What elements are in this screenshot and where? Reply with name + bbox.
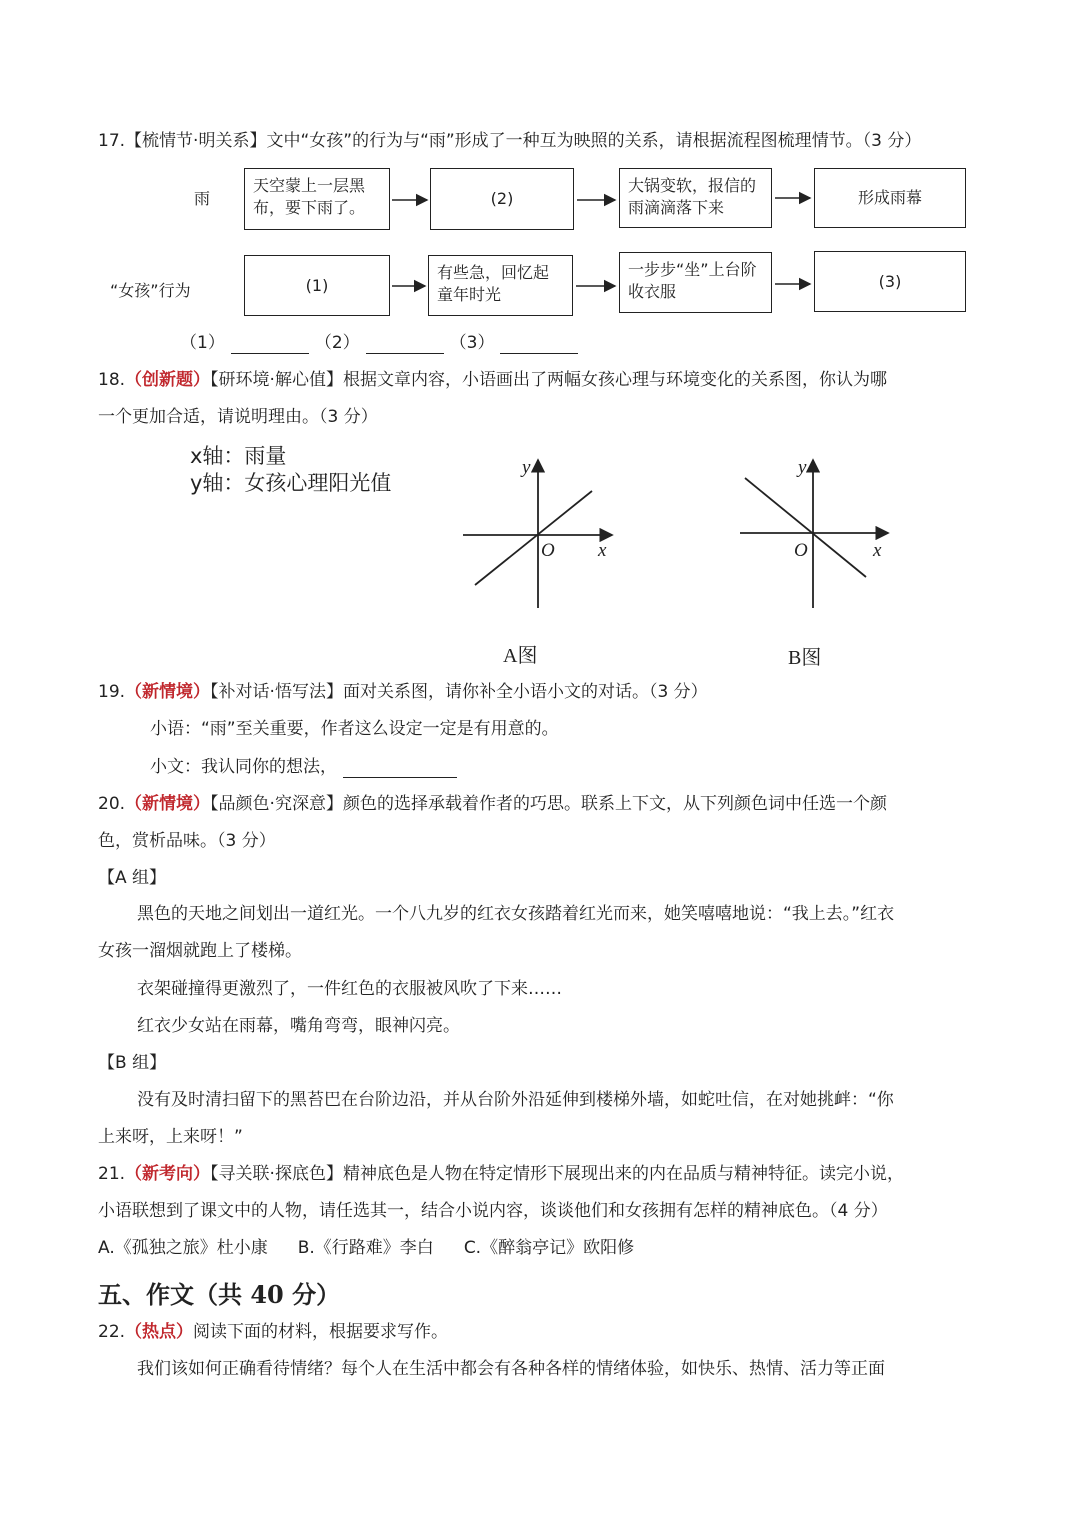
- q-text: 文中“女孩”的行为与“雨”形成了一种互为映照的关系，请根据流程图梳理情节。（3 分）: [266, 131, 922, 151]
- q-text: 根据文章内容，小语画出了两幅女孩心理与环境变化的关系图，你认为哪: [342, 370, 887, 390]
- dialog-line: [150, 756, 463, 778]
- q-badge: （新考向）: [125, 1164, 211, 1184]
- row-label-girl: “女孩”行为: [110, 281, 191, 300]
- option-a: A.《孤独之旅》杜小康: [98, 1238, 268, 1258]
- q19-stem: [98, 681, 708, 703]
- q-number: 18.: [98, 370, 126, 390]
- q18-stem: [98, 369, 887, 391]
- answer-blank[interactable]: [231, 337, 309, 354]
- answer-blank[interactable]: [343, 761, 457, 778]
- q-tag: 【研环境·解心值】: [210, 370, 343, 390]
- graph-a-y-label: y: [522, 457, 531, 478]
- q21-options: [98, 1237, 634, 1259]
- answer-blank[interactable]: [366, 337, 444, 354]
- group-a-text: 衣架碰撞得更激烈了，一件红色的衣服被风吹了下来……: [137, 979, 562, 999]
- q18-line2: 一个更加合适，请说明理由。（3 分）: [98, 407, 378, 427]
- q20-stem: [98, 793, 887, 815]
- group-a-text: 黑色的天地之间划出一道红光。一个八九岁的红衣女孩踏着红光而来，她笑嘻嘻地说：“我上去。”红衣: [137, 904, 895, 924]
- blank-label: （3）: [449, 333, 495, 353]
- q21-line2: 小语联想到了课文中的人物，请任选其一，结合小说内容，谈谈他们和女孩拥有怎样的精神底色。（4 分）: [98, 1201, 888, 1221]
- q-text: 面对关系图，请你补全小语小文的对话。（3 分）: [342, 682, 708, 702]
- group-b-text: 上来呀，上来呀！”: [98, 1127, 243, 1147]
- q-number: 19.: [98, 682, 126, 702]
- q-badge: （新情境）: [125, 682, 211, 702]
- graph-b-y-label: y: [798, 457, 807, 478]
- flow-box: (2): [430, 168, 574, 230]
- q-badge: （热点）: [125, 1322, 194, 1342]
- q22-material: 我们该如何正确看待情绪？每个人在生活中都会有各种各样的情绪体验，如快乐、热情、活力等正面: [137, 1359, 885, 1379]
- flow-arrows: [392, 198, 810, 286]
- graph-a: [463, 460, 612, 608]
- q-text: 阅读下面的材料，根据要求写作。: [193, 1322, 449, 1342]
- y-axis-legend: y轴：女孩心理阳光值: [190, 471, 392, 495]
- flow-box: 一步步“坐”上台阶收衣服: [619, 252, 772, 313]
- q-number: 22.: [98, 1322, 126, 1342]
- group-b-text: 没有及时清扫留下的黑苔巴在台阶边沿，并从台阶外沿延伸到楼梯外墙，如蛇吐信，在对她挑衅：“你: [137, 1090, 894, 1110]
- x-axis-legend: x轴：雨量: [190, 444, 287, 468]
- group-a-text: 女孩一溜烟就跑上了楼梯。: [98, 941, 302, 961]
- blank-label: （2）: [314, 333, 360, 353]
- q-badge: （新情境）: [125, 794, 211, 814]
- q17-blanks: [180, 332, 584, 354]
- group-a-text: 红衣少女站在雨幕，嘴角弯弯，眼神闪亮。: [137, 1016, 460, 1036]
- flow-box: 大锅变软，报信的雨滴滴落下来: [619, 168, 772, 228]
- flow-box: 形成雨幕: [814, 168, 966, 228]
- q20-line2: 色，赏析品味。（3 分）: [98, 831, 276, 851]
- group-b-label: 【B 组】: [98, 1053, 167, 1073]
- graph-a-caption: A图: [503, 645, 538, 667]
- flow-box: 天空蒙上一层黑布，要下雨了。: [244, 168, 390, 230]
- graph-a-origin: O: [541, 540, 555, 561]
- dialog-line: 小语：“雨”至关重要，作者这么设定一定是有用意的。: [150, 719, 559, 739]
- q-number: 17.: [98, 131, 126, 151]
- dialog-text: 小文：我认同你的想法，: [150, 757, 337, 777]
- answer-blank[interactable]: [500, 337, 578, 354]
- q-text: 颜色的选择承载着作者的巧思。联系上下文，从下列颜色词中任选一个颜: [342, 794, 887, 814]
- q-number: 20.: [98, 794, 126, 814]
- section-heading: 五、作文（共 40 分）: [98, 1280, 341, 1309]
- flow-box: (1): [244, 255, 390, 316]
- graph-a-x-label: x: [598, 540, 607, 561]
- q-badge: （创新题）: [125, 370, 211, 390]
- blank-label: （1）: [180, 333, 225, 353]
- option-b: B.《行路难》李白: [297, 1238, 434, 1258]
- q-tag: 【补对话·悟写法】: [210, 682, 343, 702]
- option-c: C.《醉翁亭记》欧阳修: [463, 1238, 635, 1258]
- q22-stem: [98, 1321, 448, 1343]
- q-tag: 【品颜色·究深意】: [210, 794, 343, 814]
- q-tag: 【梳情节·明关系】: [125, 131, 267, 151]
- flow-box: (3): [814, 251, 966, 312]
- flow-box: 有些急，回忆起童年时光: [428, 255, 573, 316]
- q21-stem: [98, 1163, 904, 1185]
- q-tag: 【寻关联·探底色】: [210, 1164, 343, 1184]
- q-number: 21.: [98, 1164, 126, 1184]
- graph-b: [740, 460, 888, 608]
- row-label-rain: 雨: [194, 189, 211, 208]
- graph-b-origin: O: [794, 540, 808, 561]
- group-a-label: 【A 组】: [98, 868, 167, 888]
- q-text: 精神底色是人物在特定情形下展现出来的内在品质与精神特征。读完小说，: [342, 1164, 904, 1184]
- graph-b-x-label: x: [873, 540, 882, 561]
- graph-b-caption: B图: [788, 647, 822, 669]
